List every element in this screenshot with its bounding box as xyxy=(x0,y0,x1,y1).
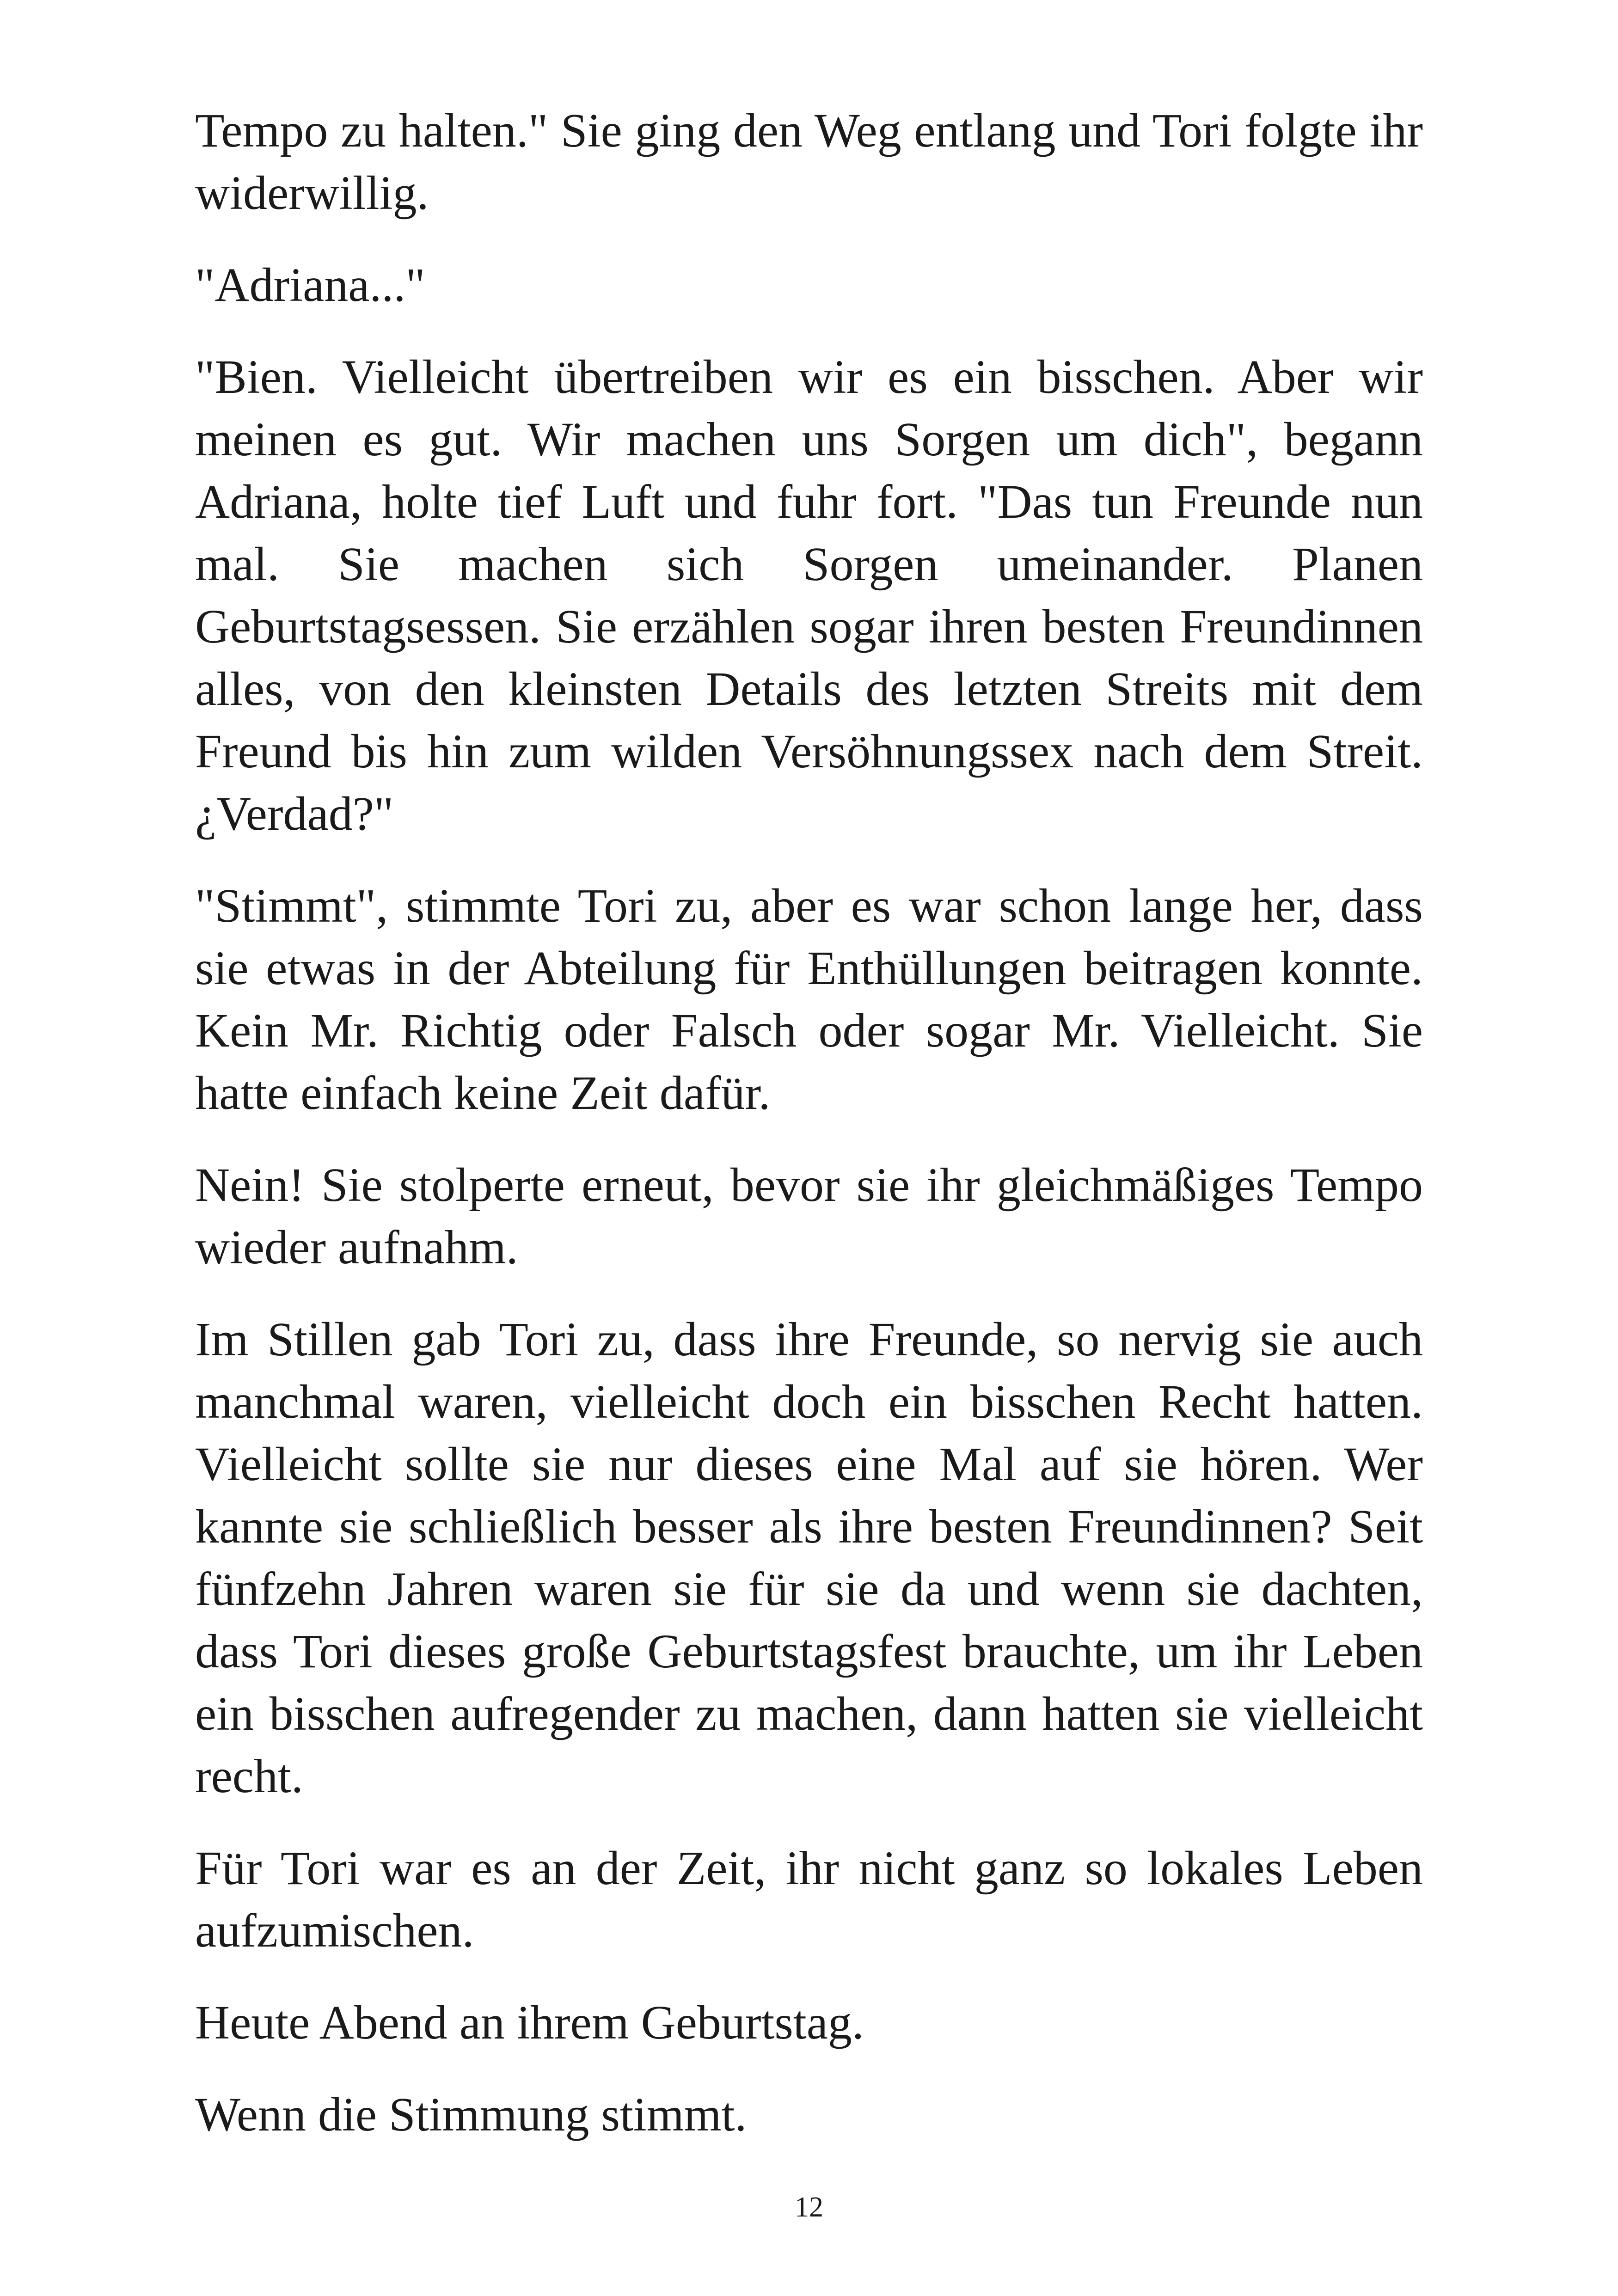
paragraph: "Stimmt", stimmte Tori zu, aber es war schon lange her, dass sie etwas in der Abteilung für Enthüllungen beitragen konnte. Kein Mr. Richtig oder Falsch oder sogar Mr. Vielleicht. Sie hatte einfach keine Zeit dafür. xyxy=(195,879,1423,1120)
page-number: 12 xyxy=(795,2192,823,2223)
paragraph: "Adriana..." xyxy=(195,258,425,312)
paragraph: Für Tori war es an der Zeit, ihr nicht ganz so lokales Leben aufzumischen. xyxy=(195,1842,1423,1957)
page-body-text xyxy=(195,99,1423,2146)
paragraph: Im Stillen gab Tori zu, dass ihre Freunde, so nervig sie auch manchmal waren, vielleicht doch ein bisschen Recht hatten. Vielleicht sollte sie nur dieses eine Mal auf sie hören. Wer kannte sie schließlich besser als ihre besten Freundinnen? Seit fünfzehn Jahren waren sie für sie da und wenn sie dachten, dass Tori dieses große Geburtstagsfest brauchte, um ihr Leben ein bisschen aufregender zu machen, dann hatten sie vielleicht recht. xyxy=(195,1313,1423,1803)
paragraph: Nein! Sie stolperte erneut, bevor sie ihr gleichmäßiges Tempo wieder aufnahm. xyxy=(195,1158,1423,1274)
paragraph: Wenn die Stimmung stimmt. xyxy=(195,2088,747,2141)
paragraph: "Bien. Vielleicht übertreiben wir es ein bisschen. Aber wir meinen es gut. Wir machen uns Sorgen um dich", begann Adriana, holte tief Luft und fuhr fort. "Das tun Freunde nun mal. Sie machen sich Sorgen umeinander. Planen Geburtstagsessen. Sie erzählen sogar ihren besten Freundinnen alles, von den kleinsten Details des letzten Streits mit dem Freund bis hin zum wilden Versöhnungssex nach dem Streit. ¿Verdad?" xyxy=(195,350,1423,840)
paragraph: Tempo zu halten." Sie ging den Weg entlang und Tori folgte ihr widerwillig. xyxy=(195,104,1423,220)
paragraph: Heute Abend an ihrem Geburtstag. xyxy=(195,1996,864,2049)
